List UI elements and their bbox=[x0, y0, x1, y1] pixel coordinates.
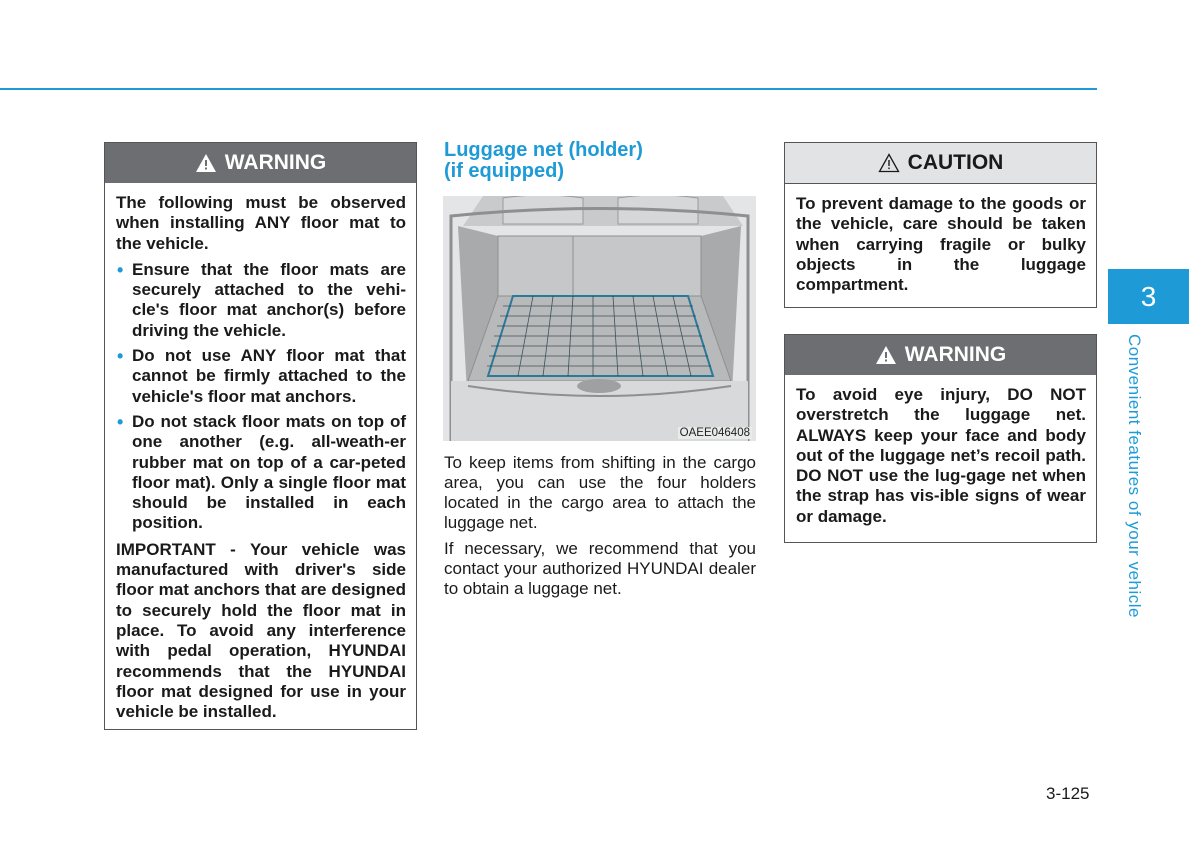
warning-bullet: • Ensure that the floor mats are securely attached to the vehi-cle's floor mat anchor(s) before driving the vehicle. bbox=[116, 260, 406, 341]
warning-box-luggage-net bbox=[784, 334, 1097, 543]
chapter-title: Convenient features of your vehicle bbox=[1125, 334, 1144, 618]
warning-header bbox=[785, 335, 1096, 375]
warning-box-floor-mat bbox=[104, 142, 417, 730]
warning-bullet-list bbox=[116, 260, 406, 534]
caution-box bbox=[784, 142, 1097, 308]
warning-body bbox=[785, 375, 1096, 543]
important-note: IMPORTANT - Your vehicle was manufactured with driver's side floor mat anchors that are designed to securely hold the floor mat in place. To avoid any interference with pedal operation, HYUNDAI recommends that the HYUNDAI floor mat designed for use in your vehicle be installed. bbox=[116, 539, 406, 722]
warning-header bbox=[105, 143, 416, 183]
header-rule bbox=[0, 88, 1097, 90]
warning-text: To avoid eye injury, DO NOT overstretch the luggage net. ALWAYS keep your face and body out of the luggage net’s recoil path. DO NOT use the lug-gage net when the strap has vis-ible signs of wear or damage. bbox=[796, 385, 1086, 526]
caution-label: CAUTION bbox=[907, 151, 1004, 174]
warning-intro: The following must be observed when installing ANY floor mat to the vehicle. bbox=[116, 193, 406, 253]
cargo-area-drawing bbox=[443, 196, 756, 441]
chapter-number-tab: 3 bbox=[1108, 269, 1189, 324]
caution-text: To prevent damage to the goods or the vehicle, care should be taken when carrying fragile or bulky objects in the luggage compartment. bbox=[796, 194, 1086, 295]
section-title-line1: Luggage net (holder) bbox=[444, 139, 643, 161]
warning-triangle-icon bbox=[875, 345, 897, 365]
caution-triangle-icon bbox=[878, 153, 900, 173]
warning-label: WARNING bbox=[224, 151, 327, 174]
warning-label: WARNING bbox=[904, 343, 1007, 366]
body-paragraph: To keep items from shifting in the cargo area, you can use the four holders located in the cargo area to attach the luggage net. bbox=[444, 453, 756, 532]
warning-triangle-icon bbox=[195, 153, 217, 173]
section-title bbox=[444, 140, 643, 182]
section-title-line2: (if equipped) bbox=[444, 160, 564, 182]
caution-body bbox=[785, 184, 1096, 311]
caution-header bbox=[785, 143, 1096, 184]
page-number: 3-125 bbox=[1046, 784, 1090, 803]
warning-bullet: • Do not stack floor mats on top of one another (e.g. all-weath-er rubber mat on top of a car-peted floor mat). Only a single floor mat should be installed in each position. bbox=[116, 412, 406, 534]
luggage-net-illustration bbox=[443, 196, 756, 441]
warning-body bbox=[105, 183, 416, 738]
body-paragraph: If necessary, we recommend that you contact your authorized HYUNDAI dealer to obtain a luggage net. bbox=[444, 539, 756, 598]
figure-code: OAEE046408 bbox=[679, 427, 750, 439]
warning-bullet: • Do not use ANY floor mat that cannot be firmly attached to the vehicle's floor mat anchors. bbox=[116, 346, 406, 407]
